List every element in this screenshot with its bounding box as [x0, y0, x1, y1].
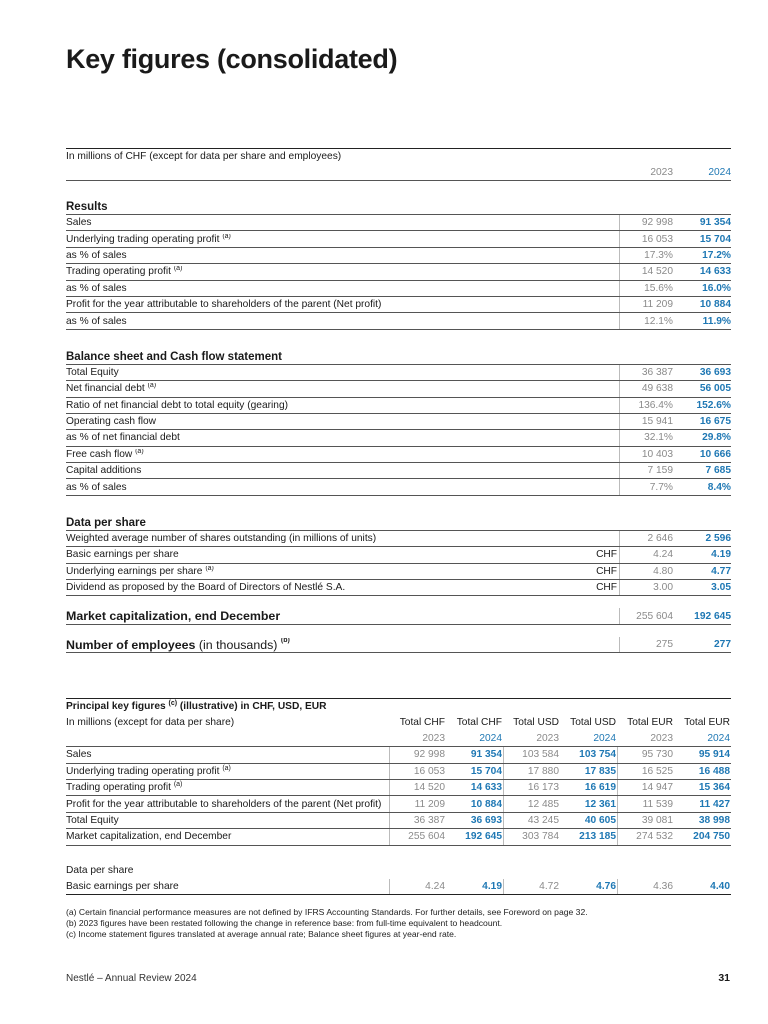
- row-label: [66, 533, 581, 544]
- value-2024: 56 005: [699, 383, 731, 395]
- principal-heading-row: [66, 698, 731, 714]
- footnote-ref: (a): [222, 233, 231, 240]
- table-row: [66, 381, 731, 397]
- value-2024: 4.19: [711, 549, 731, 561]
- value-2023: 49 638: [619, 381, 675, 396]
- market-cap-2023: 255 604: [619, 608, 675, 623]
- col-year: 2024: [593, 732, 616, 744]
- cell-value: 38 998: [698, 814, 730, 826]
- table-row: [66, 780, 731, 796]
- row-label: [66, 831, 389, 842]
- row-label-text: Trading operating profit: [66, 266, 171, 278]
- footnote-ref: (a): [205, 565, 214, 572]
- cell-value: 12 485: [503, 796, 560, 811]
- principal-heading: Principal key figures: [66, 701, 166, 713]
- row-label-text: Operating cash flow: [66, 416, 157, 428]
- employees-2024: 277: [714, 639, 731, 650]
- cell-value: 12 361: [584, 798, 616, 810]
- table-row: [66, 531, 731, 547]
- value-2023: 4.24: [619, 547, 675, 562]
- footnote-ref: (a): [173, 781, 183, 789]
- row-label-text: as % of sales: [66, 249, 127, 261]
- cell-value: 16 053: [389, 764, 446, 779]
- value-2024: 17.2%: [702, 249, 731, 261]
- year-2023-header: 2023: [650, 166, 673, 178]
- cell-value: 14 520: [389, 780, 446, 795]
- value-2023: 12.1%: [619, 313, 675, 328]
- market-cap-row: [66, 608, 731, 624]
- value-2023: 14 520: [619, 264, 675, 279]
- row-label: [66, 766, 389, 777]
- cell-value: 103 754: [579, 749, 616, 761]
- principal-heading-rest: (illustrative) in CHF, USD, EUR: [179, 701, 327, 713]
- value-2024: 11.9%: [702, 315, 731, 327]
- per-share-heading: Data per share: [66, 513, 731, 531]
- row-label-text: Underlying trading operating profit: [66, 765, 220, 777]
- value-2023: 4.80: [619, 564, 675, 579]
- employees-2023: 275: [619, 637, 675, 652]
- eps-value: 4.76: [596, 881, 616, 893]
- cell-value: 16 525: [617, 764, 674, 779]
- table-row: [66, 813, 731, 829]
- value-2024: 10 666: [699, 448, 731, 460]
- value-2024: 152.6%: [696, 399, 731, 411]
- row-label: [66, 566, 581, 577]
- col-header: Total EUR: [627, 717, 673, 729]
- value-2023: 92 998: [619, 215, 675, 230]
- principal-heading-ref: (c): [168, 700, 178, 708]
- cell-value: 95 730: [617, 747, 674, 762]
- row-label: [66, 266, 619, 277]
- row-label: [66, 482, 619, 493]
- cell-value: 11 539: [617, 796, 674, 811]
- principal-rows: [66, 747, 731, 845]
- cell-value: 303 784: [503, 829, 560, 844]
- cell-value: 204 750: [693, 831, 730, 843]
- cell-value: 192 645: [465, 831, 502, 843]
- page-title: Key figures (consolidated): [66, 44, 398, 74]
- table-row: [66, 564, 731, 580]
- employees-suffix: (in thousands): [198, 637, 278, 652]
- table-row: [66, 479, 731, 495]
- table-row: [66, 297, 731, 313]
- cell-value: 40 605: [584, 814, 616, 826]
- cell-value: 15 704: [470, 765, 502, 777]
- eps-value: 4.40: [710, 881, 730, 893]
- table-row: [66, 829, 731, 845]
- value-2024: 16.0%: [702, 282, 731, 294]
- row-label: [66, 283, 619, 294]
- row-label-text: as % of sales: [66, 282, 127, 294]
- col-year: 2023: [650, 732, 673, 744]
- principal-units: In millions (except for data per share): [66, 717, 235, 729]
- row-label-text: Capital additions: [66, 465, 142, 477]
- cell-value: 10 884: [470, 798, 502, 810]
- value-2023: 36 387: [619, 365, 675, 380]
- balance-heading: Balance sheet and Cash flow statement: [66, 347, 731, 365]
- row-label: [66, 250, 619, 261]
- footnote-a: (a) Certain financial performance measures are not defined by IFRS Accounting Standards. For further details, see Foreword on page 32.: [66, 907, 588, 917]
- principal-key-figures-table: [66, 698, 731, 895]
- row-label-text: Total Equity: [66, 814, 119, 826]
- cell-value: 15 364: [698, 782, 730, 794]
- row-label-text: Sales: [66, 217, 92, 229]
- value-2024: 2 596: [705, 533, 731, 545]
- value-2024: 36 693: [699, 366, 731, 378]
- value-2023: 32.1%: [619, 430, 675, 445]
- value-2024: 16 675: [699, 416, 731, 428]
- value-2023: 7 159: [619, 463, 675, 478]
- row-label: [66, 582, 581, 593]
- row-label-text: Basic earnings per share: [66, 549, 179, 561]
- principal-eps-row: [66, 879, 731, 895]
- cell-value: 36 693: [470, 814, 502, 826]
- footnote-ref: (a): [222, 764, 231, 772]
- col-year: 2023: [422, 732, 445, 744]
- row-label: [66, 432, 619, 443]
- cell-value: 36 387: [389, 813, 446, 828]
- cell-value: 17 880: [503, 764, 560, 779]
- currency-label: CHF: [596, 549, 617, 561]
- row-label-text: Trading operating profit: [66, 782, 171, 794]
- table-row: [66, 547, 731, 563]
- value-2024: 8.4%: [707, 481, 731, 493]
- cell-value: 39 081: [617, 813, 674, 828]
- row-label-text: Ratio of net financial debt to total equity (gearing): [66, 399, 288, 411]
- value-2023: 15 941: [619, 414, 675, 429]
- footnote-b: (b) 2023 figures have been restated following the change in reference base: from full-time equivalent to headcount.: [66, 918, 503, 928]
- cell-value: 17 835: [584, 765, 616, 777]
- value-2024: 10 884: [699, 299, 731, 311]
- employees-row: [66, 637, 731, 653]
- row-label-text: Dividend as proposed by the Board of Directors of Nestlé S.A.: [66, 582, 346, 594]
- principal-per-share-label: Data per share: [66, 865, 134, 877]
- row-label: [66, 815, 389, 826]
- row-label: [66, 316, 619, 327]
- col-year: 2024: [707, 732, 730, 744]
- table-row: [66, 215, 731, 231]
- row-label-text: as % of sales: [66, 481, 127, 493]
- value-2023: 17.3%: [619, 248, 675, 263]
- row-label-text: Sales: [66, 749, 92, 761]
- eps-value: 4.72: [503, 879, 560, 894]
- row-label-text: Weighted average number of shares outstanding (in millions of units): [66, 533, 377, 545]
- table-row: [66, 463, 731, 479]
- row-label: [66, 367, 619, 378]
- value-2023: 7.7%: [619, 479, 675, 494]
- row-label-text: as % of net financial debt: [66, 432, 180, 444]
- table-row: [66, 580, 731, 596]
- row-label: [66, 299, 619, 310]
- footnote-c: (c) Income statement figures translated at average annual rate; Balance sheet figures at year-end rate.: [66, 929, 457, 939]
- value-2024: 15 704: [699, 233, 731, 245]
- footnote-ref: (a): [135, 448, 144, 455]
- row-label-text: Profit for the year attributable to shareholders of the parent (Net profit): [66, 299, 382, 311]
- row-label: [66, 217, 619, 228]
- row-label-text: Total Equity: [66, 366, 119, 378]
- value-2023: 136.4%: [619, 398, 675, 413]
- row-label-text: Profit for the year attributable to shareholders of the parent (Net profit): [66, 798, 382, 810]
- value-2024: 14 633: [699, 266, 731, 278]
- table-row: [66, 414, 731, 430]
- col-header: Total USD: [513, 717, 559, 729]
- eps-value: 4.36: [617, 879, 674, 894]
- value-2023: 15.6%: [619, 281, 675, 296]
- cell-value: 103 584: [503, 747, 560, 762]
- eps-value: 4.19: [482, 881, 502, 893]
- value-2024: 91 354: [699, 217, 731, 229]
- table-row: [66, 398, 731, 414]
- cell-value: 16 619: [584, 782, 616, 794]
- table-row: [66, 313, 731, 329]
- value-2024: 7 685: [705, 465, 731, 477]
- principal-eps-label: Basic earnings per share: [66, 881, 179, 893]
- units-row: [66, 148, 731, 164]
- cell-value: 11 427: [699, 798, 730, 810]
- cell-value: 11 209: [389, 796, 446, 811]
- row-label-text: Underlying trading operating profit: [66, 233, 220, 245]
- page-number: 31: [718, 972, 730, 984]
- cell-value: 95 914: [698, 749, 730, 761]
- principal-per-share-row: [66, 863, 731, 879]
- value-2023: 10 403: [619, 447, 675, 462]
- eps-value: 4.24: [389, 879, 446, 894]
- table-row: [66, 264, 731, 280]
- table-row: [66, 365, 731, 381]
- table-row: [66, 231, 731, 247]
- row-label-text: Net financial debt: [66, 383, 145, 395]
- row-label: [66, 234, 619, 245]
- row-label-text: Market capitalization, end December: [66, 831, 232, 843]
- value-2023: 11 209: [619, 297, 675, 312]
- value-2023: 2 646: [619, 531, 675, 546]
- col-header: Total CHF: [456, 717, 502, 729]
- table-row: [66, 764, 731, 780]
- principal-year-row: [66, 731, 731, 747]
- cell-value: 92 998: [389, 747, 446, 762]
- row-label: [66, 383, 619, 394]
- value-2023: 3.00: [619, 580, 675, 595]
- cell-value: 274 532: [617, 829, 674, 844]
- results-rows: [66, 215, 731, 330]
- table-row: [66, 281, 731, 297]
- value-2024: 3.05: [711, 582, 731, 594]
- row-label-text: Free cash flow: [66, 448, 133, 460]
- balance-rows: [66, 365, 731, 496]
- row-label: [66, 416, 619, 427]
- row-label-text: as % of sales: [66, 315, 127, 327]
- footer-publication: Nestlé – Annual Review 2024: [66, 973, 197, 984]
- table-row: [66, 248, 731, 264]
- cell-value: 91 354: [470, 749, 502, 761]
- row-label: [66, 799, 389, 810]
- value-2024: 29.8%: [702, 432, 731, 444]
- principal-column-header-row: [66, 714, 731, 730]
- currency-label: CHF: [596, 582, 617, 594]
- year-header-row: [66, 164, 731, 181]
- table-row: [66, 747, 731, 763]
- currency-label: CHF: [596, 565, 617, 577]
- footnote-ref: (a): [173, 266, 183, 273]
- table-row: [66, 796, 731, 812]
- results-heading: Results: [66, 197, 731, 215]
- row-label: [66, 782, 389, 793]
- cell-value: 16 488: [698, 765, 730, 777]
- col-header: Total USD: [570, 717, 616, 729]
- per-share-rows: [66, 531, 731, 597]
- row-label: [66, 400, 619, 411]
- footnotes: [66, 907, 588, 940]
- cell-value: 14 947: [617, 780, 674, 795]
- value-2023: 16 053: [619, 231, 675, 246]
- table-row: [66, 430, 731, 446]
- row-label: [66, 449, 619, 460]
- cell-value: 213 185: [579, 831, 616, 843]
- footnote-ref: (a): [147, 383, 157, 390]
- units-note: In millions of CHF (except for data per share and employees): [66, 151, 342, 162]
- employees-label: Number of employees: [66, 637, 196, 652]
- cell-value: 255 604: [389, 829, 446, 844]
- market-cap-2024: 192 645: [694, 610, 731, 622]
- key-figures-table: [66, 148, 731, 653]
- row-label-text: Underlying earnings per share: [66, 565, 203, 577]
- cell-value: 43 245: [503, 813, 560, 828]
- employees-footnote-ref: (b): [280, 637, 290, 644]
- col-year: 2024: [479, 732, 502, 744]
- year-2024-header: 2024: [708, 166, 731, 178]
- table-row: [66, 447, 731, 463]
- col-header: Total CHF: [399, 717, 445, 729]
- col-header: Total EUR: [684, 717, 730, 729]
- row-label: [66, 549, 581, 560]
- value-2024: 4.77: [711, 565, 731, 577]
- cell-value: 14 633: [470, 782, 502, 794]
- row-label: [66, 749, 389, 760]
- row-label: [66, 465, 619, 476]
- col-year: 2023: [536, 732, 559, 744]
- market-cap-label: Market capitalization, end December: [66, 609, 281, 624]
- cell-value: 16 173: [503, 780, 560, 795]
